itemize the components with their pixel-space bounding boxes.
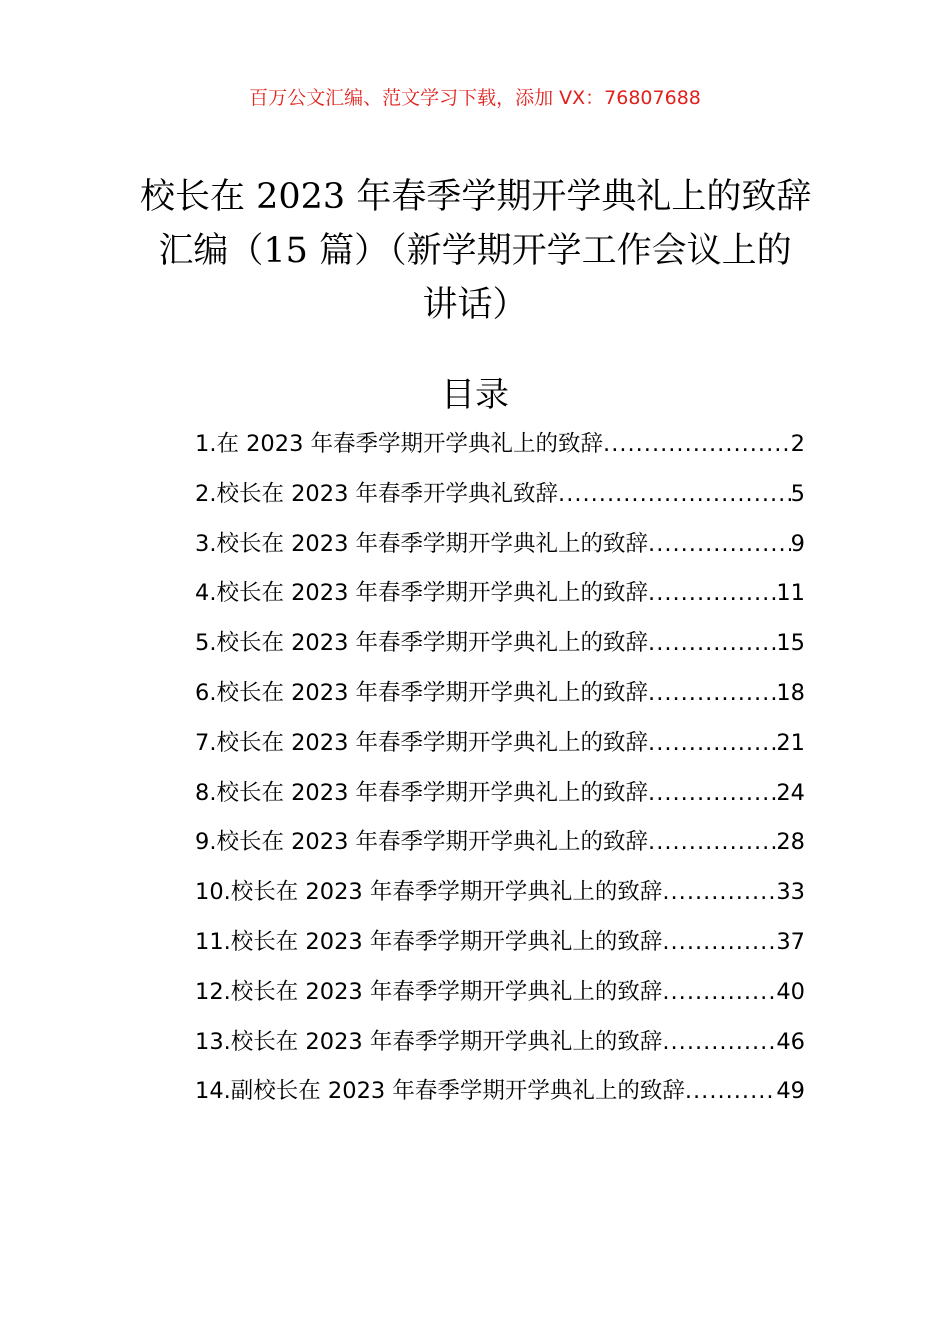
toc-entry-title: 5.校长在 2023 年春季学期开学典礼上的致辞 (195, 630, 649, 657)
toc-dot-leader (648, 520, 791, 570)
toc-page-number: 24 (776, 779, 805, 806)
toc-page-number: 49 (776, 1078, 805, 1105)
toc-entry[interactable] (195, 868, 805, 918)
toc-entry[interactable] (195, 1018, 805, 1068)
toc-dot-leader (648, 818, 776, 868)
toc-dot-leader (648, 769, 776, 819)
toc-page-number: 11 (776, 580, 805, 607)
toc-dot-leader (662, 918, 776, 968)
toc-entry-title: 10.校长在 2023 年春季学期开学典礼上的致辞 (195, 879, 663, 906)
toc-entry[interactable] (195, 520, 805, 570)
toc-page-number: 40 (776, 978, 805, 1005)
toc-dot-leader (648, 619, 776, 669)
toc-entry[interactable] (195, 470, 805, 520)
toc-entry[interactable] (195, 818, 805, 868)
toc-page-number: 33 (776, 879, 805, 906)
title-line: 校长在 2023 年春季学期开学典礼上的致辞 (140, 177, 812, 217)
toc-entry-title: 12.校长在 2023 年春季学期开学典礼上的致辞 (195, 978, 663, 1005)
toc-dot-leader (685, 1067, 777, 1117)
table-of-contents (195, 420, 805, 1117)
toc-page-number: 18 (776, 679, 805, 706)
toc-entry[interactable] (195, 669, 805, 719)
toc-entry-title: 13.校长在 2023 年春季学期开学典礼上的致辞 (195, 1028, 663, 1055)
toc-dot-leader (662, 1018, 776, 1068)
toc-entry-title: 8.校长在 2023 年春季学期开学典礼上的致辞 (195, 779, 649, 806)
toc-entry[interactable] (195, 918, 805, 968)
toc-page-number: 9 (790, 530, 805, 557)
toc-page-number: 5 (790, 480, 805, 507)
toc-entry-title: 4.校长在 2023 年春季学期开学典礼上的致辞 (195, 580, 649, 607)
toc-page-number: 2 (790, 431, 805, 457)
toc-entry-title: 14.副校长在 2023 年春季学期开学典礼上的致辞 (195, 1078, 685, 1105)
toc-entry[interactable] (195, 619, 805, 669)
toc-dot-leader (648, 719, 776, 769)
toc-page-number: 15 (776, 630, 805, 657)
toc-entry[interactable] (195, 569, 805, 619)
toc-entry[interactable] (195, 769, 805, 819)
toc-entry-title: 9.校长在 2023 年春季学期开学典礼上的致辞 (195, 829, 649, 856)
toc-entry-title: 6.校长在 2023 年春季学期开学典礼上的致辞 (195, 679, 649, 706)
toc-entry-title: 3.校长在 2023 年春季学期开学典礼上的致辞 (195, 530, 649, 557)
toc-entry[interactable] (195, 719, 805, 769)
toc-entry-title: 7.校长在 2023 年春季学期开学典礼上的致辞 (195, 729, 649, 756)
toc-dot-leader (662, 868, 776, 918)
title-line: 讲话） (422, 285, 528, 325)
toc-entry-title: 1.在 2023 年春季学期开学典礼上的致辞 (195, 431, 604, 457)
title-line: 汇编（15 篇）（新学期开学工作会议上的 (158, 231, 792, 271)
toc-entry[interactable] (195, 968, 805, 1018)
toc-entry-title: 2.校长在 2023 年春季开学典礼致辞 (195, 480, 559, 507)
toc-page-number: 21 (776, 729, 805, 756)
toc-dot-leader (648, 569, 776, 619)
toc-dot-leader (558, 470, 791, 520)
toc-dot-leader (648, 669, 776, 719)
toc-page-number: 37 (776, 928, 805, 955)
toc-entry[interactable] (195, 1067, 805, 1117)
toc-dot-leader (603, 420, 791, 470)
toc-heading: 目录 (441, 375, 509, 415)
promo-header-note: 百万公文汇编、范文学习下载，添加 VX：76807688 (249, 87, 701, 109)
toc-page-number: 28 (776, 829, 805, 856)
toc-page-number: 46 (776, 1028, 805, 1055)
document-title (140, 170, 810, 332)
toc-entry-title: 11.校长在 2023 年春季学期开学典礼上的致辞 (195, 928, 663, 955)
toc-dot-leader (662, 968, 776, 1018)
toc-entry[interactable] (195, 420, 805, 470)
